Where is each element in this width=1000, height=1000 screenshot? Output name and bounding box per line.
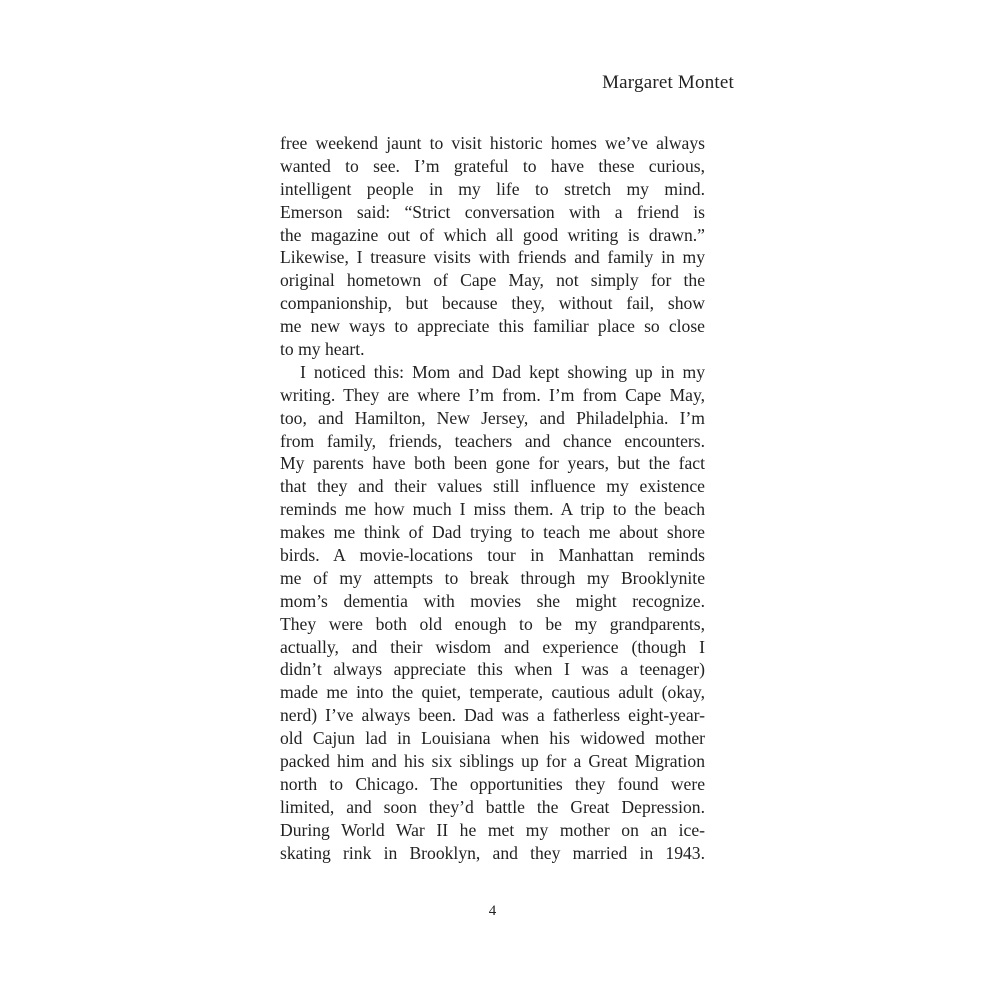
body-line: makes me think of Dad trying to teach me about shore <box>280 522 705 543</box>
body-line: Likewise, I treasure visits with friends and family in my <box>280 247 705 268</box>
body-line: reminds me how much I miss them. A trip to the beach <box>280 499 705 520</box>
body-line: wanted to see. I’m grateful to have these curious, <box>280 155 705 176</box>
body-line: birds. A movie-locations tour in Manhattan reminds <box>280 545 705 566</box>
body-line: Emerson said: “Strict conversation with a friend is <box>280 201 705 222</box>
body-line: actually, and their wisdom and experience (though I <box>280 636 705 657</box>
body-line: mom’s dementia with movies she might recognize. <box>280 590 705 611</box>
body-line: They were both old enough to be my grandparents, <box>280 613 705 634</box>
body-line: free weekend jaunt to visit historic homes we’ve always <box>280 133 705 153</box>
body-line: limited, and soon they’d battle the Great Depression. <box>280 796 705 817</box>
body-line: made me into the quiet, temperate, cautious adult (okay, <box>280 682 705 703</box>
body-line: too, and Hamilton, New Jersey, and Philadelphia. I’m <box>280 407 705 428</box>
body-line: companionship, but because they, without fail, show <box>280 293 705 314</box>
body-line: from family, friends, teachers and chance encounters. <box>280 430 705 451</box>
body-line: During World War II he met my mother on an ice- <box>280 819 705 840</box>
body-line: me new ways to appreciate this familiar place so close <box>280 316 705 337</box>
body-line: intelligent people in my life to stretch my mind. <box>280 178 705 199</box>
body-line: original hometown of Cape May, not simply for the <box>280 270 705 291</box>
body-line: nerd) I’ve always been. Dad was a fatherless eight-year- <box>280 705 705 726</box>
body-line: didn’t always appreciate this when I was a teenager) <box>280 659 705 680</box>
body-line: north to Chicago. The opportunities they found were <box>280 773 705 794</box>
paragraph-first-line: I noticed this: Mom and Dad kept showing up in my <box>300 361 705 382</box>
body-text <box>280 132 705 865</box>
page-number: 4 <box>488 903 497 919</box>
running-head-author: Margaret Montet <box>602 72 734 93</box>
body-line: the magazine out of which all good writing is drawn.” <box>280 224 705 245</box>
body-line: me of my attempts to break through my Brooklynite <box>280 567 705 588</box>
body-line: old Cajun lad in Louisiana when his widowed mother <box>280 728 705 749</box>
body-line: packed him and his six siblings up for a Great Migration <box>280 751 705 772</box>
body-line: writing. They are where I’m from. I’m from Cape May, <box>280 384 705 405</box>
body-line: skating rink in Brooklyn, and they married in 1943. <box>280 842 705 863</box>
paragraph-end-line: to my heart. <box>280 339 365 360</box>
body-line: My parents have both been gone for years, but the fact <box>280 453 705 474</box>
body-line: that they and their values still influence my existence <box>280 476 705 497</box>
